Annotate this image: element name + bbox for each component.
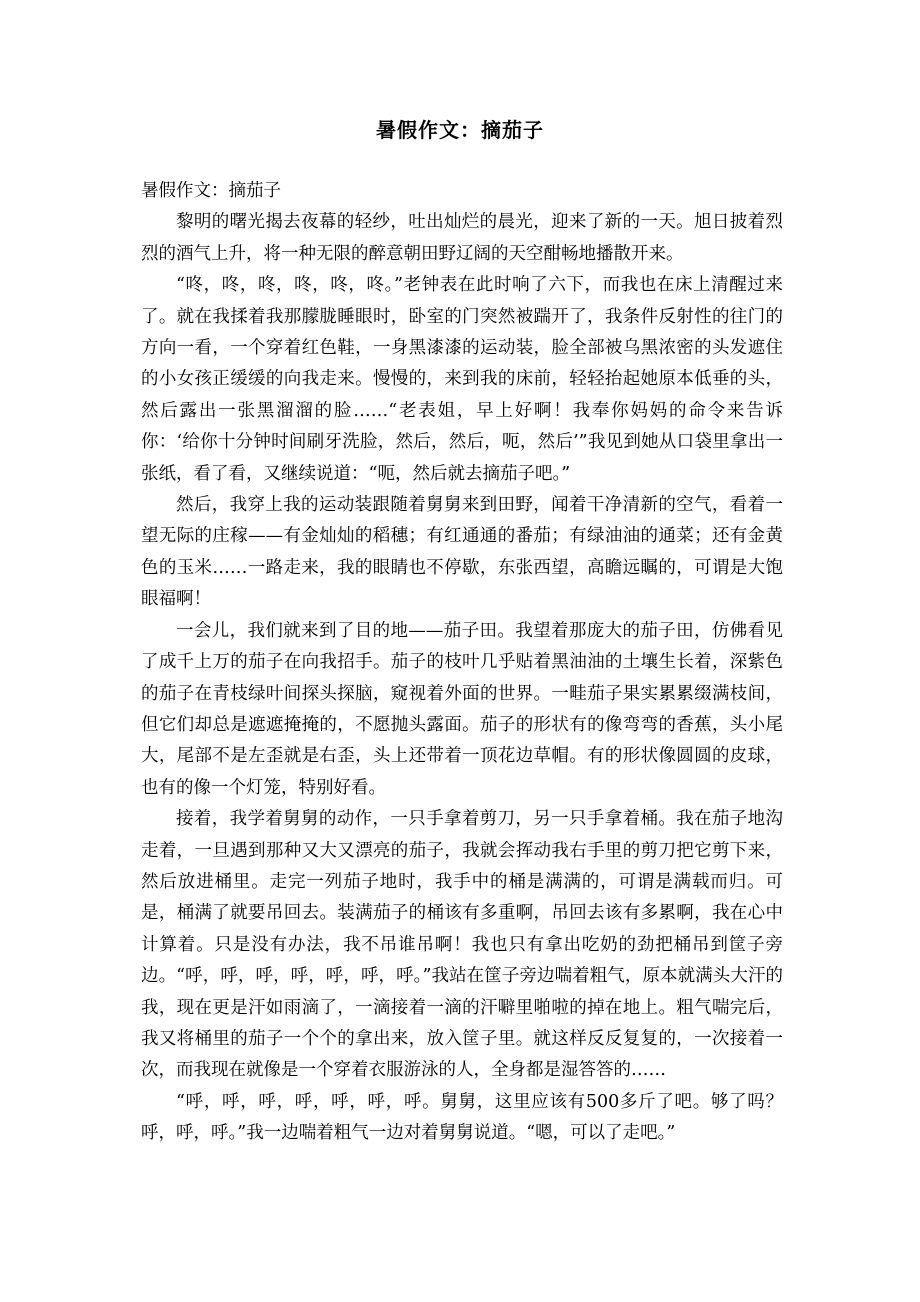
paragraph: 接着，我学着舅舅的动作，一只手拿着剪刀，另一只手拿着桶。我在茄子地沟走着，一旦遇到那种又大又漂亮的茄子，我就会挥动我右手里的剪刀把它剪下来，然后放进桶里。走完一列茄子地时，我手中的桶是满满的，可谓是满载而归。可是，桶满了就要吊回去。装满茄子的桶该有多重啊，吊回去该有多累啊，我在心中计算着。只是没有办法，我不吊谁吊啊！我也只有拿出吃奶的劲把桶吊到筐子旁边。“呼，呼，呼，呼，呼，呼，呼。”我站在筐子旁边喘着粗气，原本就满头大汗的我，现在更是汗如雨滴了，一滴接着一滴的汗噼里啪啦的掉在地上。粗气喘完后，我又将桶里的茄子一个个的拿出来，放入筐子里。就这样反反复复的，一次接着一次，而我现在就像是一个穿着衣服游泳的人，全身都是湿答答的……	[141, 809, 783, 1081]
document-body	[141, 176, 783, 1150]
paragraph: 一会儿，我们就来到了目的地——茄子田。我望着那庞大的茄子田，仿佛看见了成千上万的茄子在向我招手。茄子的枝叶几乎贴着黑油油的土壤生长着，深紫色的茄子在青枝绿叶间探头探脑，窥视着外面的世界。一畦茄子果实累累缀满枝间，但它们却总是遮遮掩掩的，不愿抛头露面。茄子的形状有的像弯弯的香蕉，头小尾大，尾部不是左歪就是右歪，头上还带着一顶花边草帽。有的形状像圆圆的皮球，也有的像一个灯笼，特别好看。	[141, 620, 783, 798]
paragraph: “呼，呼，呼，呼，呼，呼，呼。舅舅，这里应该有500多斤了吧。够了吗？呼，呼，呼。”我一边喘着粗气一边对着舅舅说道。“嗯，可以了走吧。”	[141, 1091, 783, 1144]
paragraph: “咚，咚，咚，咚，咚，咚。”老钟表在此时响了六下，而我也在床上清醒过来了。就在我揉着我那朦胧睡眼时，卧室的门突然被踹开了，我条件反射性的往门的方向一看，一个穿着红色鞋，一身黑漆漆的运动装，脸全部被乌黑浓密的头发遮住的小女孩正缓缓的向我走来。慢慢的，来到我的床前，轻轻抬起她原本低垂的头，然后露出一张黑溜溜的脸……“老表姐，早上好啊！我奉你妈妈的命令来告诉你：‘给你十分钟时间刷牙洗脸，然后，然后，呃，然后’”我见到她从口袋里拿出一张纸，看了看，又继续说道：“呃，然后就去摘茄子吧。”	[141, 275, 783, 484]
document-subtitle: 暑假作文：摘茄子	[141, 181, 281, 201]
paragraph: 黎明的曙光揭去夜幕的轻纱，吐出灿烂的晨光，迎来了新的一天。旭日披着烈烈的酒气上升，将一种无限的醉意朝田野辽阔的天空酣畅地播散开来。	[141, 212, 783, 264]
document-title: 暑假作文：摘茄子	[376, 118, 544, 142]
paragraph: 然后，我穿上我的运动装跟随着舅舅来到田野，闻着干净清新的空气，看着一望无际的庄稼——有金灿灿的稻穗；有红通通的番茄；有绿油油的通菜；还有金黄色的玉米……一路走来，我的眼睛也不停歇，东张西望，高瞻远瞩的，可谓是大饱眼福啊！	[141, 495, 783, 610]
